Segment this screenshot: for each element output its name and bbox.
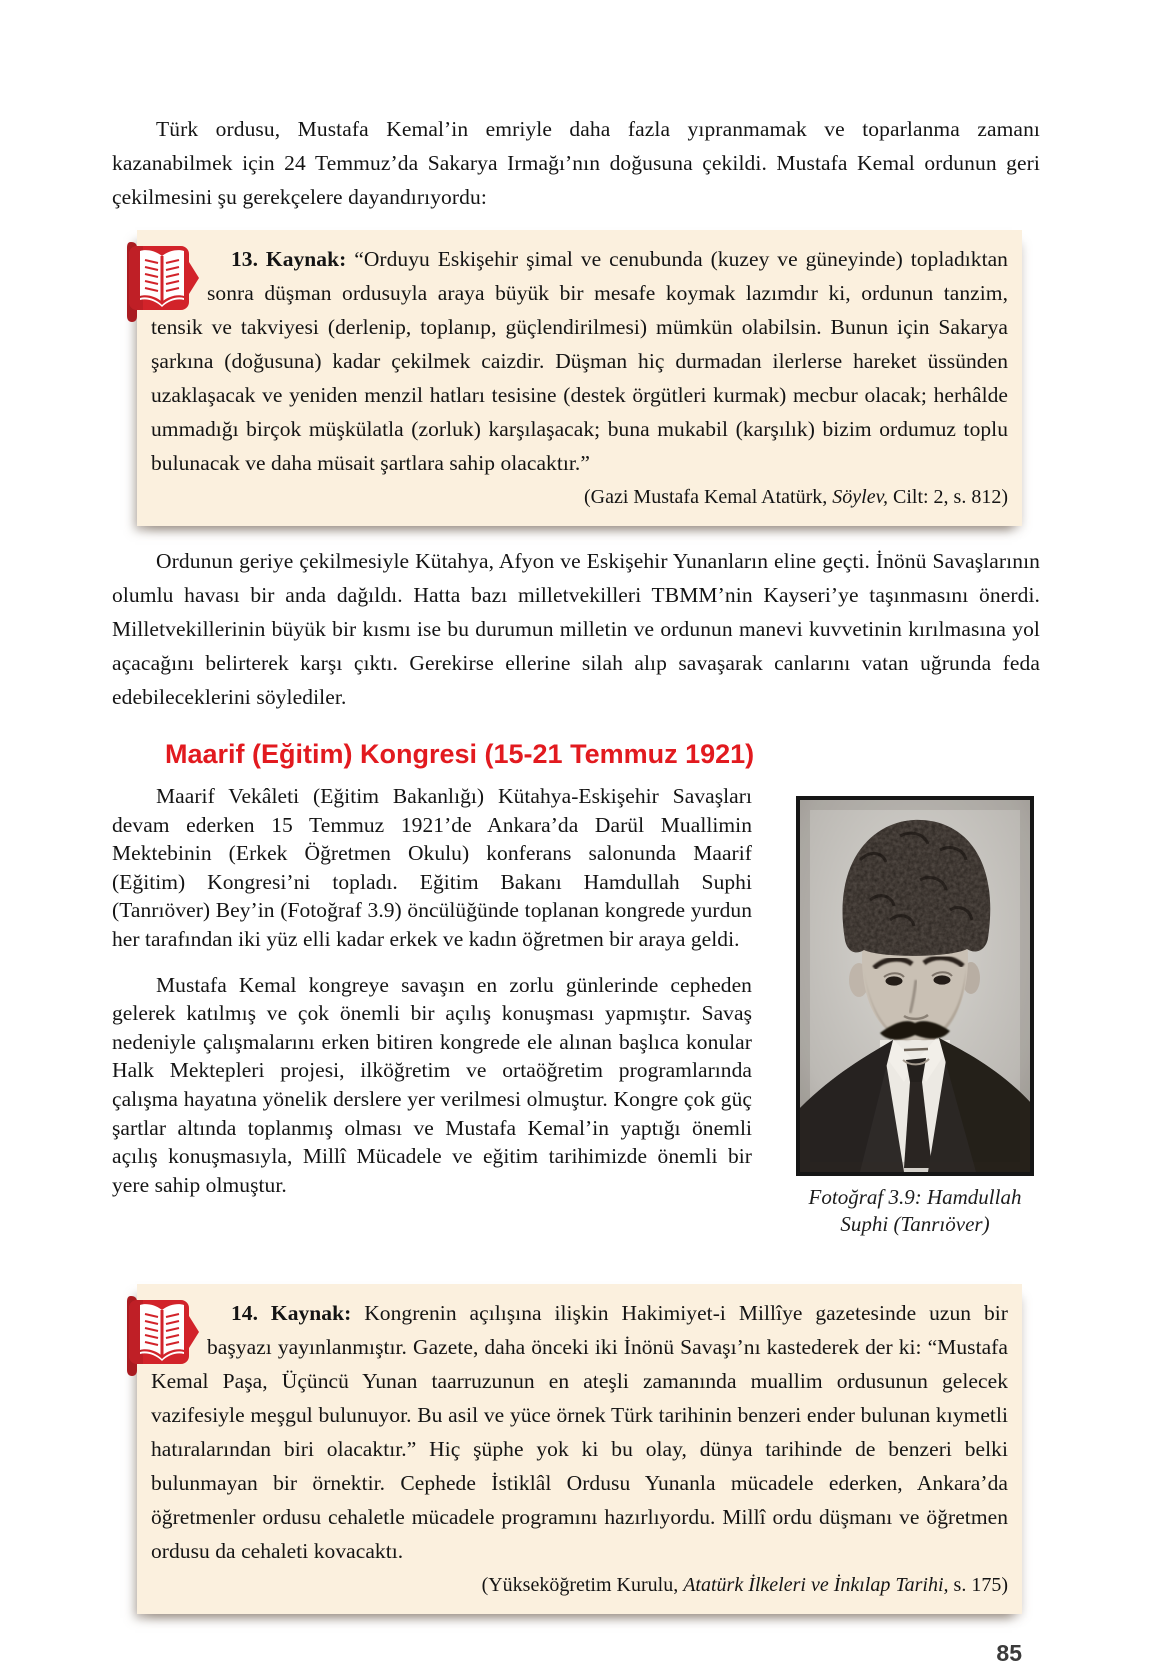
source-14-text [151,1296,1008,1568]
open-book-icon [125,238,197,302]
source-box-13 [137,230,1022,526]
source-13-body: “Orduyu Eskişehir şimal ve cenubunda (kuzey ve güneyinde) topladıktan sonra düşman ordusuyla araya büyük bir mesafe koymak lazımdır ki, ordunun tanzim, tensik ve takviyesi (derlenip, toplanıp, güçlendirilmesi) mümkün olabilsin. Bunun için Sakarya şarkına (doğusuna) kadar çekilmek caizdir. Düşman hiç durmadan ilerlerse hareket üssünden uzaklaşacak ve yeniden menzil hatları tesisine (destek örgütleri kurmak) mecbur olacak; herhâlde ummadığı birçok müşkülatla (zorluk) karşılaşacak; buna mukabil (karşılık) bizim ordumuz toplu bulunacak ve daha müsait şartlara sahip olacaktır.” [151,247,1008,475]
section-text-column [112,782,752,1199]
source-13-label: 13. Kaynak: [231,247,347,271]
figure-caption: Fotoğraf 3.9: Hamdullah Suphi (Tanrıöver) [808,1185,1022,1236]
source-13-text [151,242,1008,480]
source-13-citation-title: Söylev, [832,486,888,508]
source-14-label: 14. Kaynak: [231,1301,352,1325]
hamdullah-suphi-portrait [796,796,1034,1176]
section-columns [112,782,1040,1238]
figure-3-9 [790,782,1040,1238]
source-14-body: Kongrenin açılışına ilişkin Hakimiyet-i Millîye gazetesinde uzun bir başyazı yayınlanmıştır. Gazete, daha önceki iki İnönü Savaşı’nı kastederek der ki: “Mustafa Kemal Paşa, Üçüncü Yunan taarruzunun en ateşli zamanında muallim ordusunun gelecek vazifesiyle meşgul bulunuyor. Bu asil ve yüce örnek Türk tarihinin benzeri ender bulunan kıymetli hatıralarından biri olacaktır.” Hiç şüphe yok ki bu olay, dünya tarihinde de benzeri belki bulunmayan bir örnektir. Cephede İstiklâl Ordusu Yunanla mücadele ederken, Ankara’da öğretmenler ordusu cehaletle mücadele programını hazırlıyordu. Millî ordu düşmanı ve öğretmen ordusu da cehaleti kovacaktı. [151,1301,1008,1563]
intro-paragraph: Türk ordusu, Mustafa Kemal’in emriyle daha fazla yıpranmamak ve toparlanma zamanı kazanabilmek için 24 Temmuz’da Sakarya Irmağı’nın doğusuna çekildi. Mustafa Kemal ordunun geri çekilmesini şu gerekçelere dayandırıyordu: [112,117,1040,209]
source-13-citation: (Gazi Mustafa Kemal Atatürk, Söylev, Cilt: 2, s. 812) [584,486,1008,508]
source-14-citation: (Yükseköğretim Kurulu, Atatürk İlkeleri ve İnkılap Tarihi, s. 175) [481,1574,1008,1596]
paragraph-2: Ordunun geriye çekilmesiyle Kütahya, Afyon ve Eskişehir Yunanların eline geçti. İnönü Savaşlarının olumlu havası bir anda dağıldı. Hatta bazı milletvekilleri TBMM’nin Kayseri’ye taşınmasını önerdi. Milletvekillerinin büyük bir kısmı ise bu durumun milletin ve ordunun manevi kuvvetinin kırılmasına yol açacağını belirterek karşı çıktı. Gerekirse ellerine silah alıp savaşarak canlarını vatan uğrunda feda edebileceklerini söylediler. [112,549,1040,709]
source-box-14 [137,1284,1022,1614]
section-paragraph-1: Maarif Vekâleti (Eğitim Bakanlığı) Kütahya-Eskişehir Savaşları devam ederken 15 Temmuz 1921’de Ankara’da Darül Muallimin Mektebinin (Erkek Öğretmen Okulu) konferans salonunda Maarif (Eğitim) Kongresi’ni topladı. Eğitim Bakanı Hamdullah Suphi (Tanrıöver) Bey’in (Fotoğraf 3.9) öncülüğünde toplanan kongrede yurdun her tarafından iki yüz elli kadar erkek ve kadın öğretmen bir araya geldi. [112,784,752,951]
section-heading: Maarif (Eğitim) Kongresi (15-21 Temmuz 1921) [165,739,755,769]
page-content [112,112,1040,1667]
source-14-citation-title: Atatürk İlkeleri ve İnkılap Tarihi, [683,1574,949,1596]
section-paragraph-2: Mustafa Kemal kongreye savaşın en zorlu günlerinde cepheden gelerek katılmış ve çok önemli bir açılış konuşması yapmıştır. Savaş nedeniyle çalışmalarını erken bitiren kongrede ele alınan başlıca konular Halk Mektepleri projesi, ilköğretim ve ortaöğretim programlarında çalışma hayatına yönelik derslere yer verilmesi olmuştur. Kongre çok güç şartlar altında toplanmış olması ve Mustafa Kemal’in yaptığı önemli açılış konuşmasıyla, Millî Mücadele ve eğitim tarihimizde önemli bir yere sahip olmuştur. [112,972,752,1197]
page-number: 85 [996,1640,1022,1666]
open-book-icon [125,1292,197,1356]
